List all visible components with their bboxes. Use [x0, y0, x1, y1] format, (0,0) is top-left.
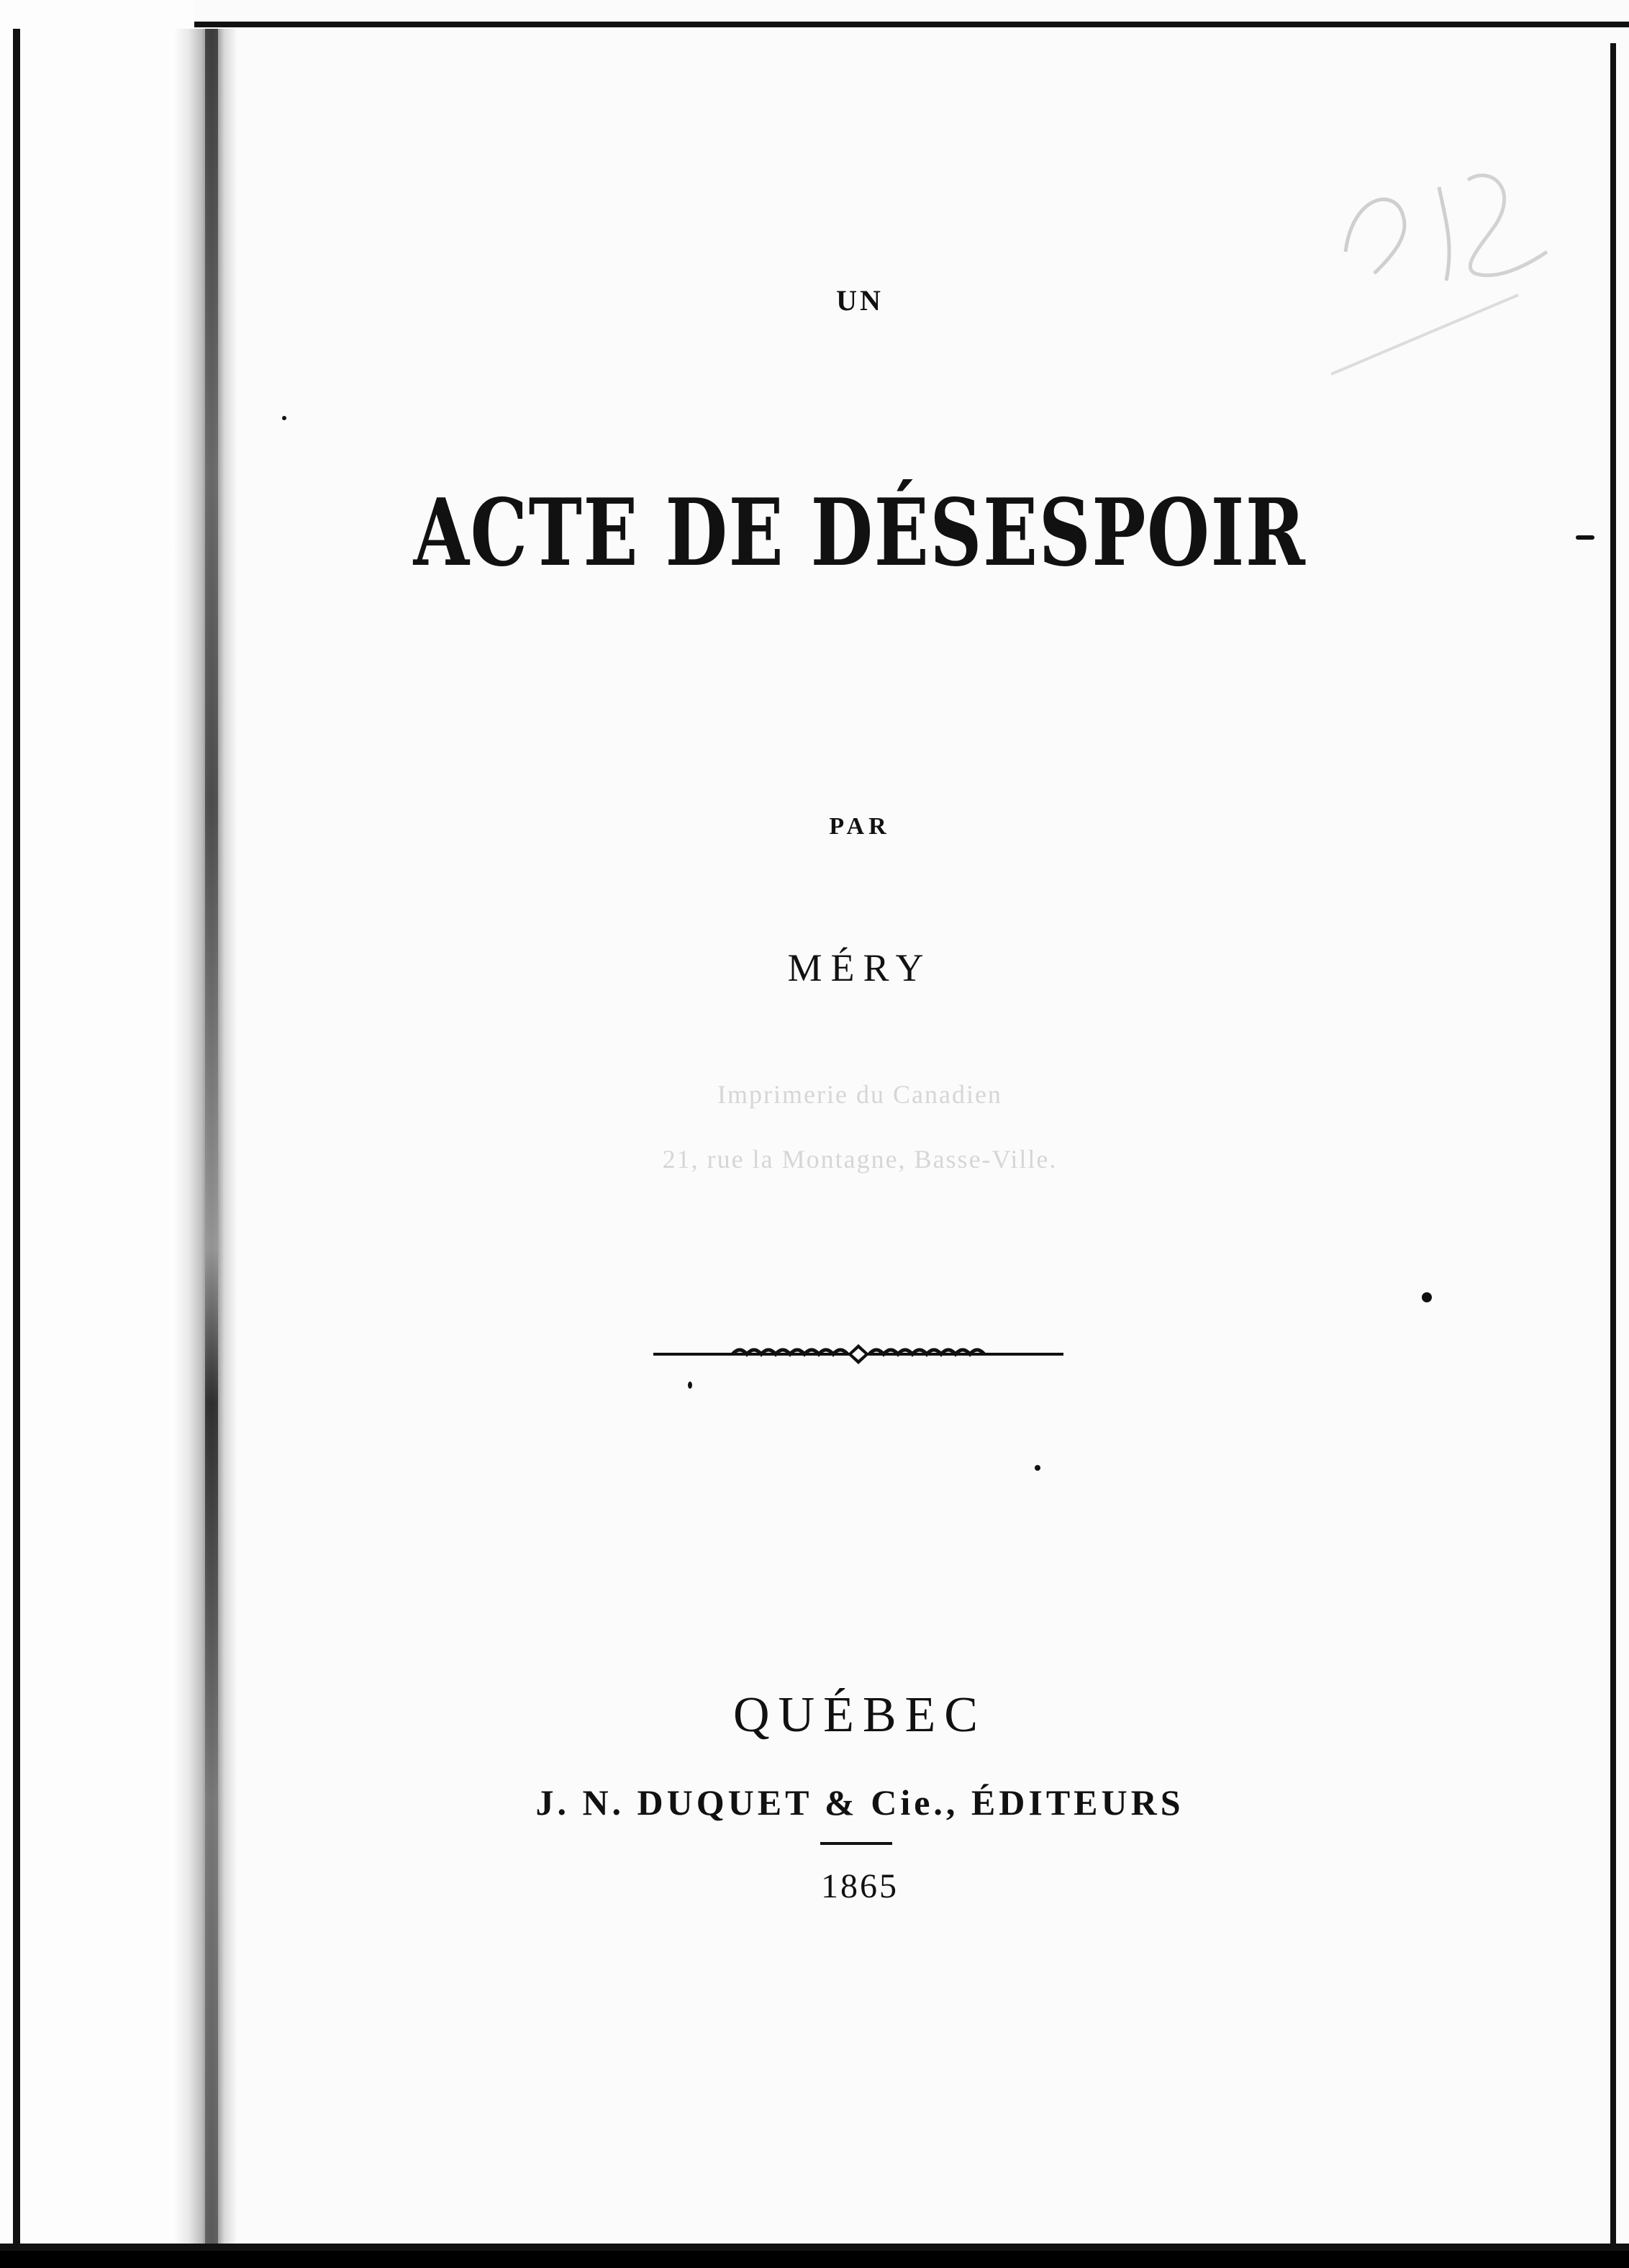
- publication-city: QUÉBEC: [733, 1687, 986, 1743]
- scan-top-border: [0, 22, 1629, 27]
- scan-right-border: [1610, 43, 1616, 2245]
- facing-page-edge: [0, 0, 194, 2268]
- scan-left-border: [13, 29, 20, 2245]
- scan-bottom-border: [0, 2244, 1629, 2251]
- ink-speck: [688, 1382, 692, 1389]
- ink-speck: [1576, 535, 1594, 540]
- publisher: J. N. DUQUET & Cie., ÉDITEURS: [535, 1782, 1184, 1823]
- book-title: ACTE DE DÉSESPOIR: [413, 479, 1307, 587]
- ink-speck: [1035, 1465, 1040, 1471]
- ornamental-rule: [653, 1340, 1063, 1369]
- ink-speck: [1422, 1292, 1432, 1302]
- short-rule: [820, 1842, 892, 1845]
- ink-speck: [282, 416, 286, 420]
- pre-title: UN: [836, 284, 884, 317]
- author-name: MÉRY: [787, 946, 933, 989]
- publication-year: 1865: [821, 1867, 899, 1905]
- scan-bottom-edge: [0, 2251, 1629, 2268]
- bleed-through-line-1: Imprimerie du Canadien: [717, 1080, 1002, 1109]
- gutter-shadow: [205, 29, 218, 2245]
- bleed-through-line-2: 21, rue la Montagne, Basse-Ville.: [662, 1145, 1058, 1174]
- by-label: PAR: [829, 813, 891, 840]
